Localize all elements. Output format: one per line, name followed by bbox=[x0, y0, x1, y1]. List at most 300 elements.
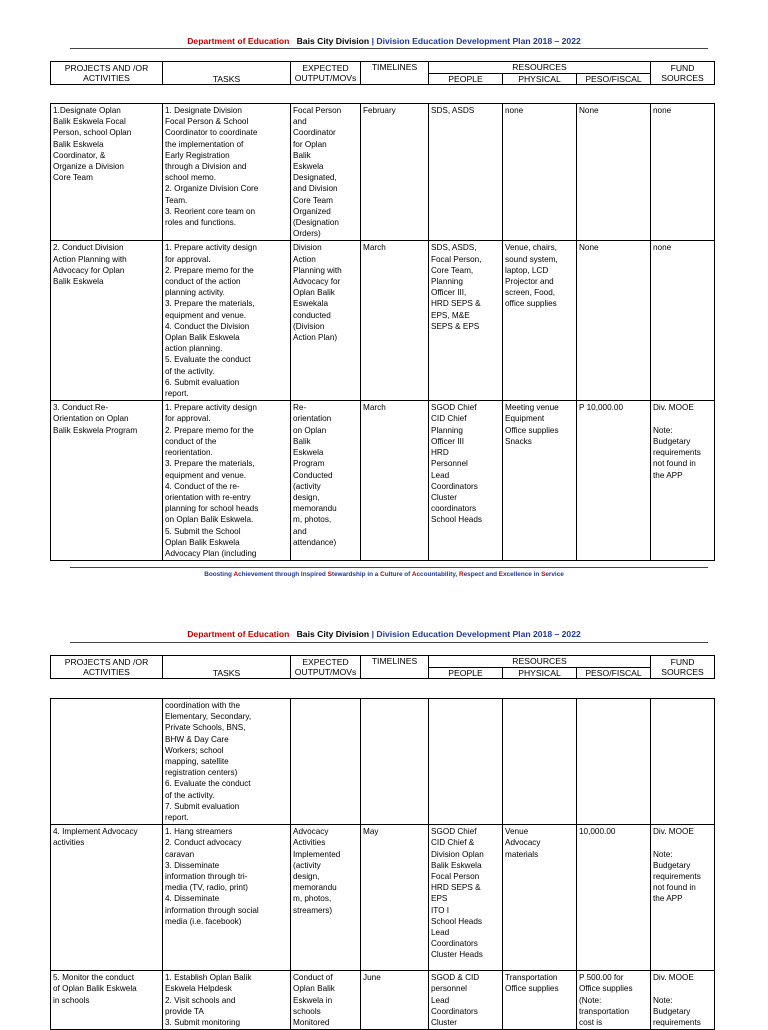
cell-text-line: Early Registration bbox=[165, 150, 230, 160]
cell-text-line: Action bbox=[293, 254, 316, 264]
footer-motto-part: S bbox=[327, 571, 332, 578]
cell-text-line: Coordinators bbox=[431, 1006, 478, 1016]
cell-text-line: CID Chief bbox=[431, 414, 467, 424]
cell-text-line: report. bbox=[165, 813, 189, 823]
department-name: Department of Education bbox=[187, 629, 290, 639]
footer-motto-part: I bbox=[300, 571, 303, 578]
cell-text-line: orientation with re-entry bbox=[165, 492, 251, 502]
peso-cell bbox=[577, 104, 651, 241]
cell-text-line: Conduct of bbox=[293, 973, 333, 983]
header-rule bbox=[70, 642, 708, 643]
cell-text-line: none bbox=[505, 106, 524, 115]
cell-text-line: Balik Eskwela Focal bbox=[53, 117, 126, 127]
cell-text-line: Program bbox=[293, 459, 325, 469]
footer-motto-part: nspired bbox=[302, 571, 328, 578]
cell-text-line bbox=[653, 413, 712, 424]
cell-text-line: P 500.00 for bbox=[579, 973, 624, 983]
cell-text-line: attendance) bbox=[293, 537, 337, 547]
cell-text-line: Cluster bbox=[431, 1018, 457, 1028]
cell-text-line: Cluster bbox=[431, 492, 457, 502]
cell-text-line: 4. Disseminate bbox=[165, 894, 220, 904]
cell-text-line: personnel bbox=[431, 984, 467, 994]
col-peso-header: PESO/FISCAL bbox=[577, 667, 651, 679]
cell-text-line: Planning bbox=[431, 277, 463, 287]
cell-text-line: streamers) bbox=[293, 905, 333, 915]
col-timelines-header: TIMELINES bbox=[361, 62, 429, 85]
cell-text-line: on Oplan Balik Eskwela. bbox=[165, 515, 254, 525]
expected-output-cell bbox=[291, 401, 361, 561]
cell-text-line: 3. Conduct Re- bbox=[53, 403, 109, 413]
fund-source-cell bbox=[651, 825, 715, 971]
footer-motto-part: A bbox=[233, 571, 239, 578]
cell-text-line: Lead bbox=[431, 928, 450, 938]
cell-text-line: SEPS & EPS bbox=[431, 321, 480, 331]
people-cell bbox=[429, 401, 503, 561]
cell-text-line: 2. Conduct Division bbox=[53, 243, 124, 253]
cell-text-line: May bbox=[363, 827, 379, 837]
cell-text-line: Div. MOOE bbox=[653, 827, 694, 837]
cell-text-line: SGOD Chief bbox=[431, 827, 477, 837]
cell-text-line: requirements bbox=[653, 1018, 701, 1028]
footer-motto-part: chievement through bbox=[238, 571, 301, 578]
cell-text-line: caravan bbox=[165, 849, 195, 859]
cell-text-line: 6. Submit evaluation bbox=[165, 377, 240, 387]
cell-text-line: conducted bbox=[293, 310, 331, 320]
timeline-cell bbox=[361, 825, 429, 971]
cell-text-line: Advocacy Plan (including bbox=[165, 548, 257, 558]
cell-text-line: design, bbox=[293, 492, 320, 502]
cell-text-line: not found in bbox=[653, 883, 696, 893]
cell-text-line: (Designation bbox=[293, 218, 339, 228]
cell-text-line: Balik bbox=[293, 150, 311, 160]
cell-text-line: laptop, LCD bbox=[505, 265, 549, 275]
col-fund-header: FUND SOURCES bbox=[651, 62, 715, 85]
cell-text-line: 5. Evaluate the conduct bbox=[165, 355, 251, 365]
cell-text-line: the implementation of bbox=[165, 139, 244, 149]
cell-text-line: Organize a Division bbox=[53, 162, 124, 172]
cell-text-line: Focal Person bbox=[293, 106, 342, 115]
cell-text-line: BHW & Day Care bbox=[165, 734, 229, 744]
cell-text-line: Core Team bbox=[53, 173, 93, 183]
table-row bbox=[51, 825, 715, 971]
cell-text-line: 1. Establish Oplan Balik bbox=[165, 973, 252, 983]
cell-text-line: 3. Prepare the materials, bbox=[165, 299, 255, 309]
footer-rule bbox=[70, 567, 708, 568]
cell-text-line: conduct of the bbox=[165, 436, 217, 446]
cell-text-line: planning activity. bbox=[165, 288, 225, 298]
timeline-cell bbox=[361, 401, 429, 561]
cell-text-line: Advocacy bbox=[505, 838, 541, 848]
cell-text-line: provide TA bbox=[165, 1006, 204, 1016]
cell-text-line: for approval. bbox=[165, 254, 211, 264]
footer-motto-part: S bbox=[541, 571, 546, 578]
cell-text-line: Core Team, bbox=[431, 265, 474, 275]
cell-text-line: Budgetary bbox=[653, 860, 691, 870]
cell-text-line: Eskwela Helpdesk bbox=[165, 984, 232, 994]
cell-text-line: Oplan Balik Eskwela bbox=[165, 537, 240, 547]
cell-text-line: Projector and bbox=[505, 277, 554, 287]
cell-text-line: 7. Submit evaluation bbox=[165, 801, 240, 811]
cell-text-line: P 10,000.00 bbox=[579, 403, 624, 413]
cell-text-line: information through social bbox=[165, 905, 259, 915]
expected-output-cell bbox=[291, 825, 361, 971]
cell-text-line: requirements bbox=[653, 448, 701, 458]
cell-text-line: 1. Designate Division bbox=[165, 106, 242, 115]
cell-text-line: ITO I bbox=[431, 905, 450, 915]
cell-text-line: Eskwela bbox=[293, 162, 324, 172]
header-rule bbox=[70, 48, 708, 49]
cell-text-line: 3. Reorient core team on bbox=[165, 206, 256, 216]
footer-motto-part: A bbox=[411, 571, 417, 578]
division-name: Bais City Division bbox=[296, 36, 370, 46]
tasks-cell bbox=[163, 825, 291, 971]
cell-text-line: Planning with bbox=[293, 265, 342, 275]
peso-cell bbox=[577, 699, 651, 825]
cell-text-line: design, bbox=[293, 872, 320, 882]
cell-text-line: media (TV, radio, print) bbox=[165, 883, 248, 893]
cell-text-line: Venue bbox=[505, 827, 529, 837]
cell-text-line: 10,000.00 bbox=[579, 827, 616, 837]
activity-cell bbox=[51, 825, 163, 971]
cell-text-line: March bbox=[363, 403, 386, 413]
cell-text-line: in schools bbox=[53, 995, 90, 1005]
activity-cell bbox=[51, 241, 163, 401]
activity-cell bbox=[51, 699, 163, 825]
fund-source-cell bbox=[651, 401, 715, 561]
cell-text-line: on Oplan bbox=[293, 425, 327, 435]
cell-text-line: sound system, bbox=[505, 254, 558, 264]
cell-text-line: Action Plan) bbox=[293, 333, 338, 343]
cell-text-line: memorandu bbox=[293, 504, 337, 514]
cell-text-line: 3. Prepare the materials, bbox=[165, 459, 255, 469]
cell-text-line: Meeting venue bbox=[505, 403, 559, 413]
cell-text-line: Div. MOOE bbox=[653, 973, 694, 983]
cell-text-line: None bbox=[579, 243, 599, 253]
cell-text-line: Transportation bbox=[505, 973, 558, 983]
page-header bbox=[0, 629, 768, 639]
people-cell bbox=[429, 241, 503, 401]
cell-text-line: Coordinator, & bbox=[53, 150, 106, 160]
fund-source-cell bbox=[651, 971, 715, 1030]
activities-table-page-2 bbox=[50, 698, 715, 1030]
expected-output-cell bbox=[291, 241, 361, 401]
cell-text-line: equipment and venue. bbox=[165, 470, 247, 480]
footer-motto-part: ervice bbox=[545, 571, 564, 578]
cell-text-line: Lead bbox=[431, 470, 450, 480]
cell-text-line: Focal Person, bbox=[431, 254, 482, 264]
people-cell bbox=[429, 825, 503, 971]
cell-text-line: Orders) bbox=[293, 229, 321, 239]
header-table bbox=[50, 61, 715, 85]
cell-text-line: schools bbox=[293, 1006, 321, 1016]
cell-text-line: Note: bbox=[653, 995, 673, 1005]
cell-text-line: Officer III, bbox=[431, 288, 467, 298]
cell-text-line: report. bbox=[165, 389, 189, 399]
tasks-cell bbox=[163, 401, 291, 561]
cell-text-line: Coordinators bbox=[431, 939, 478, 949]
cell-text-line: of the activity. bbox=[165, 366, 215, 376]
page-header bbox=[0, 36, 768, 46]
cell-text-line: Div. MOOE bbox=[653, 403, 694, 413]
cell-text-line: for Oplan bbox=[293, 139, 327, 149]
footer-motto-part: oosting bbox=[208, 571, 234, 578]
physical-cell bbox=[503, 104, 577, 241]
cell-text-line: equipment and venue. bbox=[165, 310, 247, 320]
col-tasks-header: TASKS bbox=[163, 656, 291, 679]
activity-cell bbox=[51, 971, 163, 1030]
table-row bbox=[51, 401, 715, 561]
expected-output-cell bbox=[291, 699, 361, 825]
cell-text-line: Eskwela bbox=[293, 448, 324, 458]
cell-text-line: requirements bbox=[653, 872, 701, 882]
cell-text-line: school memo. bbox=[165, 173, 216, 183]
cell-text-line: none bbox=[653, 106, 672, 115]
cell-text-line: not found in bbox=[653, 459, 696, 469]
cell-text-line: 2. Conduct advocacy bbox=[165, 838, 242, 848]
fund-source-cell bbox=[651, 699, 715, 825]
cell-text-line: Planning bbox=[431, 425, 463, 435]
cell-text-line: through a Division and bbox=[165, 162, 247, 172]
cell-text-line: Note: bbox=[653, 425, 673, 435]
cell-text-line: Advocacy for Oplan bbox=[53, 265, 125, 275]
cell-text-line: Balik Eskwela bbox=[431, 860, 482, 870]
cell-text-line: 1.Designate Oplan bbox=[53, 106, 121, 115]
cell-text-line: 2. Organize Division Core bbox=[165, 184, 259, 194]
cell-text-line: of Oplan Balik Eskwela bbox=[53, 984, 137, 994]
col-fund-header: FUND SOURCES bbox=[651, 656, 715, 679]
cell-text-line: Eswekala bbox=[293, 299, 329, 309]
footer-motto-part: E bbox=[498, 571, 504, 578]
timeline-cell bbox=[361, 104, 429, 241]
cell-text-line: 2. Prepare memo for the bbox=[165, 425, 254, 435]
department-name: Department of Education bbox=[187, 36, 290, 46]
cell-text-line: Coordinator to coordinate bbox=[165, 128, 258, 138]
cell-text-line: roles and functions. bbox=[165, 218, 237, 228]
cell-text-line: 1. Prepare activity design bbox=[165, 243, 257, 253]
col-peso-header: PESO/FISCAL bbox=[577, 73, 651, 85]
cell-text-line: Activities bbox=[293, 838, 326, 848]
cell-text-line: Division Oplan bbox=[431, 849, 484, 859]
table-row bbox=[51, 971, 715, 1030]
cell-text-line: SGOD & CID bbox=[431, 973, 480, 983]
cell-text-line: Conducted bbox=[293, 470, 333, 480]
timeline-cell bbox=[361, 241, 429, 401]
cell-text-line: 4. Implement Advocacy bbox=[53, 827, 138, 837]
expected-output-cell bbox=[291, 104, 361, 241]
cell-text-line: Elementary, Secondary, bbox=[165, 712, 252, 722]
cell-text-line: Oplan Balik bbox=[293, 288, 335, 298]
activities-table-page-1 bbox=[50, 103, 715, 561]
cell-text-line: action planning. bbox=[165, 344, 223, 354]
physical-cell bbox=[503, 241, 577, 401]
expected-output-cell bbox=[291, 971, 361, 1030]
cell-text-line: Private Schools, BNS, bbox=[165, 723, 246, 733]
cell-text-line: CID Chief & bbox=[431, 838, 475, 848]
footer-motto-part: tewardship in a bbox=[331, 571, 381, 578]
cell-text-line: Advocacy bbox=[293, 827, 329, 837]
header-separator: | bbox=[371, 36, 374, 46]
activity-cell bbox=[51, 401, 163, 561]
col-physical-header: PHYSICAL bbox=[503, 73, 577, 85]
cell-text-line: Designated, bbox=[293, 173, 337, 183]
cell-text-line: transportation bbox=[579, 1006, 630, 1016]
plan-title: Division Education Development Plan 2018 – 2022 bbox=[376, 36, 581, 46]
cell-text-line: March bbox=[363, 243, 386, 253]
footer-motto-part: C bbox=[380, 571, 385, 578]
cell-text-line: reorientation. bbox=[165, 448, 213, 458]
cell-text-line: (activity bbox=[293, 860, 321, 870]
col-expected-header: EXPECTED OUTPUT/MOVs bbox=[291, 656, 361, 679]
cell-text-line: Equipment bbox=[505, 414, 545, 424]
cell-text-line: School Heads bbox=[431, 515, 482, 525]
cell-text-line: Venue, chairs, bbox=[505, 243, 557, 253]
cell-text-line: (Note: bbox=[579, 995, 602, 1005]
cell-text-line: Balik bbox=[293, 436, 311, 446]
cell-text-line: 4. Conduct of the re- bbox=[165, 481, 240, 491]
cell-text-line: 5. Monitor the conduct bbox=[53, 973, 135, 983]
cell-text-line: Organized bbox=[293, 206, 331, 216]
footer-motto-part: B bbox=[204, 571, 209, 578]
peso-cell bbox=[577, 971, 651, 1030]
col-tasks-header: TASKS bbox=[163, 62, 291, 85]
cell-text-line: registration centers) bbox=[165, 768, 238, 778]
people-cell bbox=[429, 971, 503, 1030]
cell-text-line: June bbox=[363, 973, 381, 983]
cell-text-line: media (i.e. facebook) bbox=[165, 916, 242, 926]
people-cell bbox=[429, 699, 503, 825]
table-row bbox=[51, 104, 715, 241]
cell-text-line: Snacks bbox=[505, 436, 532, 446]
col-projects-header: PROJECTS AND /OR ACTIVITIES bbox=[51, 62, 163, 85]
physical-cell bbox=[503, 825, 577, 971]
cell-text-line: Focal Person bbox=[431, 872, 480, 882]
tasks-cell bbox=[163, 241, 291, 401]
cell-text-line: Coordinator bbox=[293, 128, 336, 138]
cell-text-line: m, photos, bbox=[293, 515, 332, 525]
cell-text-line: mapping, satellite bbox=[165, 757, 229, 767]
cell-text-line: Cluster Heads bbox=[431, 950, 483, 960]
cell-text-line: Advocacy for bbox=[293, 277, 341, 287]
cell-text-line: Team. bbox=[165, 195, 188, 205]
cell-text-line: (activity bbox=[293, 481, 321, 491]
cell-text-line: 4. Conduct the Division bbox=[165, 321, 250, 331]
col-people-header: PEOPLE bbox=[429, 667, 503, 679]
cell-text-line: office supplies bbox=[505, 299, 557, 309]
cell-text-line: Coordinators bbox=[431, 481, 478, 491]
col-timelines-header: TIMELINES bbox=[361, 656, 429, 679]
col-resources-header: RESOURCES bbox=[429, 62, 651, 74]
cell-text-line: information through tri- bbox=[165, 872, 248, 882]
cell-text-line bbox=[653, 837, 712, 848]
tasks-cell bbox=[163, 971, 291, 1030]
peso-cell bbox=[577, 825, 651, 971]
cell-text-line: HRD bbox=[431, 448, 449, 458]
cell-text-line: and Division bbox=[293, 184, 338, 194]
cell-text-line: memorandu bbox=[293, 883, 337, 893]
cell-text-line bbox=[653, 983, 712, 994]
cell-text-line: Office supplies bbox=[579, 984, 633, 994]
cell-text-line: (Division bbox=[293, 321, 325, 331]
people-cell bbox=[429, 104, 503, 241]
footer-motto-part: ccountability, bbox=[416, 571, 459, 578]
cell-text-line: 5. Submit the School bbox=[165, 526, 241, 536]
cell-text-line: cost is bbox=[579, 1018, 603, 1028]
plan-title: Division Education Development Plan 2018 – 2022 bbox=[376, 629, 581, 639]
tasks-cell bbox=[163, 104, 291, 241]
cell-text-line: Balik Eskwela bbox=[53, 277, 104, 287]
cell-text-line: 6. Evaluate the conduct bbox=[165, 779, 251, 789]
cell-text-line: Re- bbox=[293, 403, 307, 413]
timeline-cell bbox=[361, 699, 429, 825]
cell-text-line: None bbox=[579, 106, 599, 115]
cell-text-line: Note: bbox=[653, 849, 673, 859]
col-expected-header: EXPECTED OUTPUT/MOVs bbox=[291, 62, 361, 85]
tasks-cell bbox=[163, 699, 291, 825]
cell-text-line: 2. Prepare memo for the bbox=[165, 265, 254, 275]
cell-text-line: Lead bbox=[431, 995, 450, 1005]
cell-text-line: screen, Food, bbox=[505, 288, 556, 298]
fund-source-cell bbox=[651, 241, 715, 401]
cell-text-line: materials bbox=[505, 849, 539, 859]
cell-text-line: SDS, ASDS bbox=[431, 106, 475, 115]
cell-text-line: Budgetary bbox=[653, 1006, 691, 1016]
cell-text-line: Focal Person & School bbox=[165, 117, 249, 127]
cell-text-line: Office supplies bbox=[505, 984, 559, 994]
cell-text-line: EPS bbox=[431, 894, 448, 904]
peso-cell bbox=[577, 401, 651, 561]
footer-motto-part: xcellence in bbox=[503, 571, 542, 578]
footer-motto-part: R bbox=[458, 571, 464, 578]
cell-text-line: Division bbox=[293, 243, 322, 253]
header-table bbox=[50, 655, 715, 679]
table-row bbox=[51, 241, 715, 401]
cell-text-line: Oplan Balik bbox=[293, 984, 335, 994]
physical-cell bbox=[503, 401, 577, 561]
cell-text-line: the APP bbox=[653, 470, 683, 480]
physical-cell bbox=[503, 971, 577, 1030]
cell-text-line: coordinators bbox=[431, 504, 477, 514]
cell-text-line: Office supplies bbox=[505, 425, 559, 435]
cell-text-line: the APP bbox=[653, 894, 683, 904]
cell-text-line: Balik Eskwela bbox=[53, 139, 104, 149]
cell-text-line: EPS, M&E bbox=[431, 310, 470, 320]
cell-text-line: 1. Prepare activity design bbox=[165, 403, 257, 413]
cell-text-line: 1. Hang streamers bbox=[165, 827, 233, 837]
col-physical-header: PHYSICAL bbox=[503, 667, 577, 679]
cell-text-line: and bbox=[293, 117, 307, 127]
table-row bbox=[51, 699, 715, 825]
peso-cell bbox=[577, 241, 651, 401]
cell-text-line: School Heads bbox=[431, 916, 482, 926]
header-separator: | bbox=[371, 629, 374, 639]
cell-text-line: orientation bbox=[293, 414, 332, 424]
cell-text-line: none bbox=[653, 243, 672, 253]
cell-text-line: HRD SEPS & bbox=[431, 299, 481, 309]
cell-text-line: planning for school heads bbox=[165, 504, 259, 514]
cell-text-line: Implemented bbox=[293, 849, 341, 859]
cell-text-line: Officer III bbox=[431, 436, 465, 446]
cell-text-line: 2. Visit schools and bbox=[165, 995, 236, 1005]
cell-text-line: for approval. bbox=[165, 414, 211, 424]
cell-text-line: 3. Disseminate bbox=[165, 860, 220, 870]
col-resources-header: RESOURCES bbox=[429, 656, 651, 668]
cell-text-line: HRD SEPS & bbox=[431, 883, 481, 893]
cell-text-line: conduct of the action bbox=[165, 277, 241, 287]
timeline-cell bbox=[361, 971, 429, 1030]
col-people-header: PEOPLE bbox=[429, 73, 503, 85]
activity-cell bbox=[51, 104, 163, 241]
footer-motto-part: espect and bbox=[463, 571, 499, 578]
